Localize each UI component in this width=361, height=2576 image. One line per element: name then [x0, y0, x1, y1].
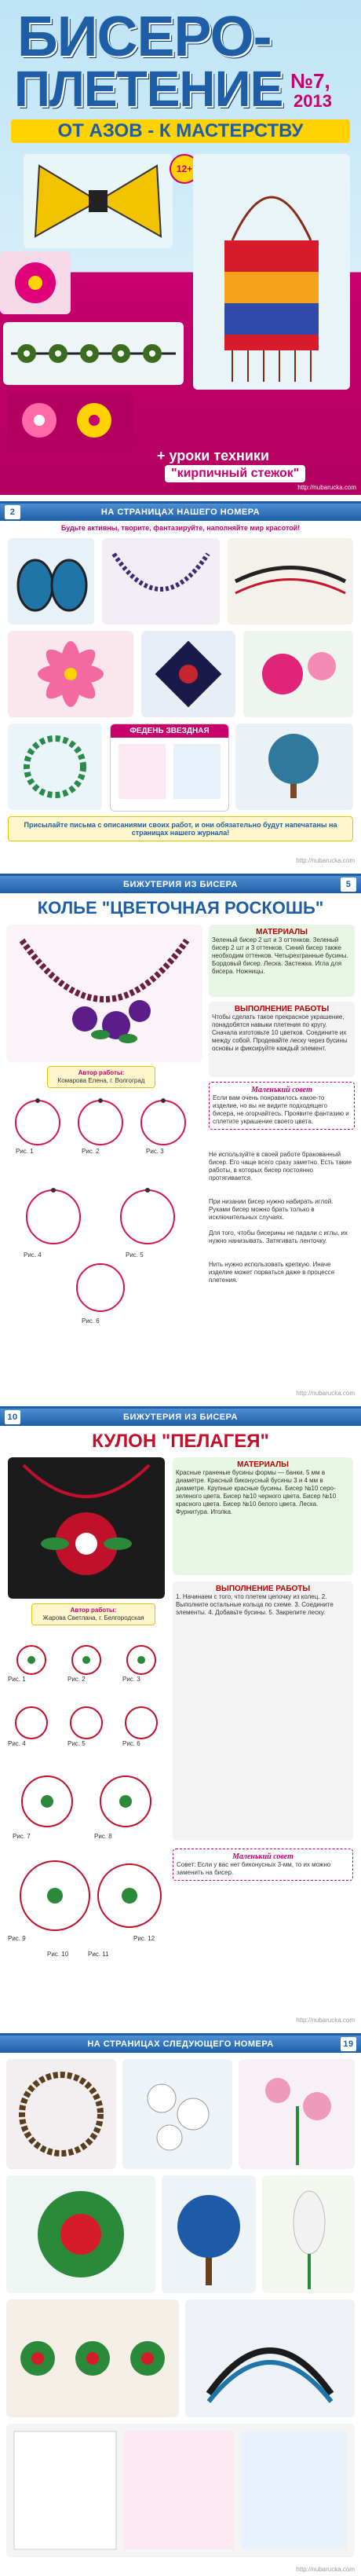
next-bag-photo [185, 2299, 355, 2417]
next-pink-flowers-illustration [239, 2059, 355, 2169]
page-5-fig-6: Рис. 6 [82, 1317, 100, 1325]
page-10-materials-text: Красные граненые бусины формы — банки. 5 мм в диаметре. Красный биконусный бусины 3 и 4 мм в диаметре. Крупные красные бусины. Бисер №10 серо-зеленого цвета. Бисер №10 черного цвета. Бисер №10 красного цвета. Бисер №10 белого цвета. Леска. Фурнитура. Иголка. [176, 1469, 337, 1515]
page-5-header [0, 876, 361, 893]
next-bracelet-photo [6, 2299, 179, 2417]
magazine-illustration [111, 738, 228, 808]
next-bag-illustration [185, 2299, 355, 2417]
promo-line1: + уроки техники [157, 448, 269, 464]
next-lily-photo [262, 2175, 355, 2293]
page-5-text-4: Нить нужно использовать крепкую. Иначе изделие может порваться даже в процессе плетения. [209, 1261, 335, 1284]
page-5-header-text: БИЖУТЕРИЯ ИЗ БИСЕРА [123, 880, 238, 889]
cover-subtitle [11, 119, 350, 143]
page-10-work-title: ВЫПОЛНЕНИЕ РАБОТЫ [215, 1585, 311, 1593]
page-5-author-box [47, 1066, 155, 1088]
next-bracelet-illustration [6, 2299, 179, 2417]
page-5-number: 5 [341, 878, 356, 892]
issue-number: №7, [290, 69, 330, 93]
flower-illustration [0, 251, 71, 314]
page-5-fig-4: Рис. 4 [24, 1251, 42, 1259]
page-10-materials-title: МАТЕРИАЛЫ [237, 1460, 289, 1469]
necklace-photo [102, 538, 220, 625]
page-10 [0, 1406, 361, 2027]
page-10-work-text: 1. Начинаем с того, что плетем цепочку из колец. 2. Выполните остальные кольца по схеме. 3. Соедините элементы. 4. Добавьте бусины. 5. Закрепите леску. [176, 1593, 334, 1616]
next-necklace-photo [6, 2059, 116, 2169]
green-bracelet-photo [8, 724, 102, 810]
page-19 [0, 2033, 361, 2576]
page-10-diagrams [8, 1636, 169, 1951]
green-bracelet-illustration [8, 724, 102, 810]
next-lily-illustration [262, 2175, 355, 2293]
bow-photo [24, 154, 173, 248]
bag-photo [193, 154, 350, 390]
pendant-illustration [141, 631, 235, 717]
page-10-fig-5: Рис. 5 [67, 1740, 86, 1747]
page-5-watermark: http://nubarucka.com [296, 1390, 355, 1397]
next-necklace-illustration [6, 2059, 116, 2169]
pendant-photo [141, 631, 235, 717]
page-19-number: 19 [341, 2037, 356, 2051]
issue-year: 2013 [294, 91, 332, 111]
page-10-work-box [173, 1581, 353, 1841]
next-pink-flowers-photo [239, 2059, 355, 2169]
page-5-materials-title: МАТЕРИАЛЫ [256, 928, 308, 936]
page-10-advice-text: Совет: Если у вас нет биконусных 3-мм, то их можно заменить на бисер. [177, 1861, 331, 1876]
page-5-materials-box [209, 925, 355, 997]
cover-page [0, 0, 361, 495]
page-5-work-text: Чтобы сделать такое прекрасное украшение, понадобятся навыки плетения по кругу. Сначала изготовьте 10 цветков. Соедините их между собой. Продевайте леску через бусины основы и фиксируйте каждый элемент. [212, 1013, 348, 1052]
page-5-advice-box [209, 1082, 355, 1130]
page-10-watermark: http://nubarucka.com [296, 2017, 355, 2024]
page-10-fig-4: Рис. 4 [8, 1740, 26, 1747]
next-tree-illustration [162, 2175, 256, 2293]
page-10-advice-box [173, 1849, 353, 1881]
page-10-author-label: Автор работы: [70, 1607, 117, 1614]
cover-title-line1: БИСЕРО- [17, 5, 272, 68]
page-5-title: КОЛЬЕ "ЦВЕТОЧНАЯ РОСКОШЬ" [37, 898, 324, 918]
page-5-text-2: При низании бисер нужно набирать иглой. Руками бисер можно брать только в исключительных случаях. [209, 1198, 334, 1221]
page-2 [0, 501, 361, 867]
page-2-intro: Будьте активны, творите, фантазируйте, наполняйте мир красотой! [60, 524, 301, 532]
earrings-illustration [8, 538, 94, 625]
page-5-advice-text: Если вам очень понравилось какое-то изделие, но вы не видите подходящего бисера, не огорчайтесь. Проявите фантазию и сплетите украшение своего цвета. [213, 1094, 349, 1125]
page-10-fig-11: Рис. 11 [88, 1951, 109, 1958]
page-19-watermark: http://nubarucka.com [296, 2566, 355, 2573]
page-10-fig-9: Рис. 9 [8, 1935, 26, 1942]
page-5-fig-5: Рис. 5 [126, 1251, 144, 1259]
bead-tree-illustration [235, 724, 353, 810]
page-10-header [0, 1409, 361, 1426]
page-10-fig-10: Рис. 10 [47, 1951, 69, 1958]
bracelet-illustration [3, 322, 184, 385]
page-10-fig-6: Рис. 6 [122, 1740, 140, 1747]
page-5-author: Комарова Елена, г. Волгоград [57, 1077, 145, 1084]
magazine-photo [110, 724, 229, 812]
bracelet-chain-photo [228, 538, 353, 625]
page-2-header-text: НА СТРАНИЦАХ НАШЕГО НОМЕРА [100, 508, 261, 517]
lily-photo [8, 631, 133, 717]
flower-beads-photo [243, 631, 353, 717]
flower-photo [0, 251, 71, 314]
lily-illustration [8, 631, 133, 717]
next-footer-strip [6, 2424, 355, 2557]
page-5-work-title: ВЫПОЛНЕНИЕ РАБОТЫ [234, 1005, 330, 1013]
next-ornament-illustration [6, 2175, 155, 2293]
page-2-footer [8, 816, 353, 841]
bead-tree-photo [235, 724, 353, 810]
promo-line2-box [165, 465, 305, 482]
page-10-number: 10 [5, 1410, 20, 1424]
page-10-author: Жарова Светлана, г. Белгородская [42, 1614, 144, 1621]
cover-watermark: http://nubarucka.com [297, 484, 356, 491]
page-10-fig-1: Рис. 1 [8, 1676, 26, 1683]
bag-illustration [193, 154, 350, 390]
magazine-label: ФЕДЕНЬ ЗВЕЗДНАЯ [111, 724, 228, 738]
page-10-fig-7: Рис. 7 [13, 1833, 31, 1840]
page-5-author-label: Автор работы: [78, 1069, 125, 1076]
page-10-title: КУЛОН "ПЕЛАГЕЯ" [92, 1431, 269, 1452]
page-5-fig-2: Рис. 2 [82, 1148, 100, 1155]
page-5-fig-1: Рис. 1 [16, 1148, 34, 1155]
beaded-flower-photo [8, 393, 133, 448]
page-5-fig-3: Рис. 3 [146, 1148, 164, 1155]
next-tree-photo [162, 2175, 256, 2293]
flower-beads-illustration [243, 631, 353, 717]
necklace-illustration [102, 538, 220, 625]
page-10-header-text: БИЖУТЕРИЯ ИЗ БИСЕРА [123, 1413, 238, 1422]
bracelet-chain-illustration [228, 538, 353, 625]
page-5-materials-text: Зеленый бисер 2 шт и 3 оттенков. Зеленый бисер 2 шт и 3 оттенков. Синий бисер также необходим оттенков. Четырехгранные бусины. Бордовый бисер. Леска. Застежка. Игла для бисера. Ножницы. [212, 936, 348, 975]
page-2-watermark: http://nubarucka.com [296, 857, 355, 864]
page-5-text-3: Для того, чтобы бисерины не падали с иглы, их нужно нанизывать. Затягивать ленточку. [209, 1229, 348, 1244]
next-white-flowers-illustration [122, 2059, 232, 2169]
earrings-photo [8, 538, 94, 625]
promo-line2: "кирпичный стежок" [171, 467, 300, 480]
page-2-footer-text: Присылайте письма с описаниями своих работ, и они обязательно будут напечатаны на страницах нашего журнала! [24, 821, 337, 837]
page-5-work-box [209, 1002, 355, 1077]
page-2-number: 2 [5, 505, 20, 519]
flower-necklace-illustration [6, 925, 202, 1062]
beaded-flower-illustration [8, 393, 133, 448]
page-10-materials-box [173, 1457, 353, 1575]
page-19-header-text: НА СТРАНИЦАХ СЛЕДУЮЩЕГО НОМЕРА [87, 2039, 274, 2049]
age-badge: 12+ [170, 154, 199, 184]
page-5-diagrams [6, 1091, 202, 1327]
page-10-author-box [31, 1603, 155, 1625]
page-10-advice-title: Маленький совет [232, 1852, 294, 1861]
bracelet-photo [3, 322, 184, 385]
page-10-fig-2: Рис. 2 [67, 1676, 86, 1683]
next-white-flowers-photo [122, 2059, 232, 2169]
page-5-advice-title: Маленький совет [251, 1086, 312, 1094]
next-ornament-photo [6, 2175, 155, 2293]
next-footer-illustration [6, 2424, 355, 2557]
flower-necklace-photo [6, 925, 202, 1062]
page-5-text-1: Не используйте в своей работе бракованный бисер. Его чаще всего сразу заметно. Есть такие работы, в которых бисер постоянно протягивается. [209, 1151, 352, 1182]
page-2-header [0, 504, 361, 521]
page-10-fig-8: Рис. 8 [94, 1833, 112, 1840]
pendant-pelageya-illustration [8, 1457, 165, 1599]
pendant-pelageya-photo [8, 1457, 165, 1599]
page-19-header [0, 2036, 361, 2053]
page-5 [0, 874, 361, 1400]
cover-subtitle-text: ОТ АЗОВ - К МАСТЕРСТВУ [57, 120, 304, 141]
page-10-fig-3: Рис. 3 [122, 1676, 140, 1683]
bow-illustration [24, 154, 173, 248]
cover-title-line2: ПЛЕТЕНИЕ [14, 60, 283, 117]
page-10-fig-12: Рис. 12 [133, 1935, 155, 1942]
